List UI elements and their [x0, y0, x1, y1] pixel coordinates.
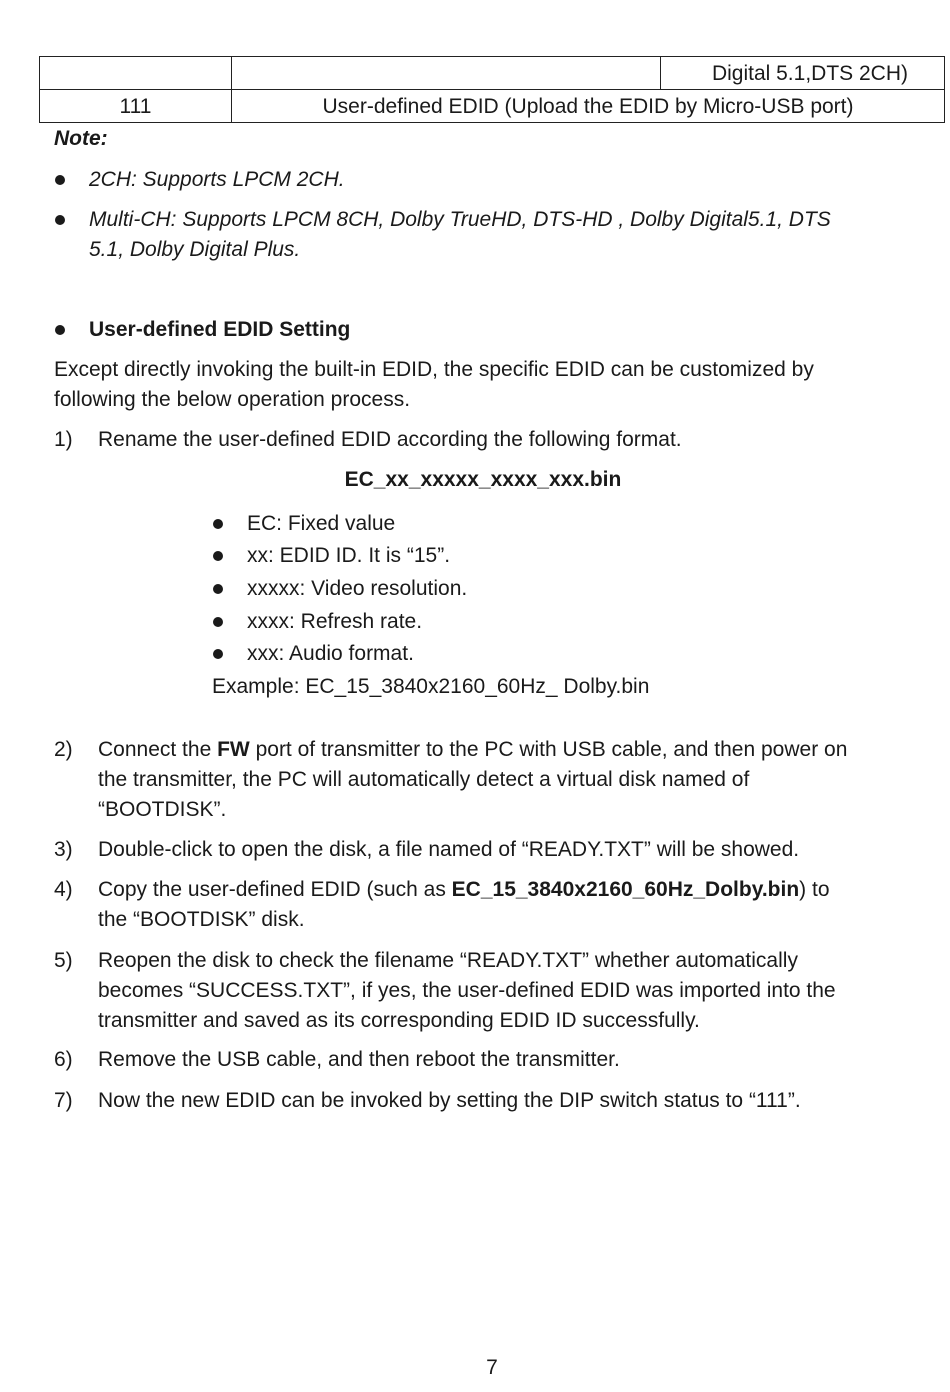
format-item: EC: Fixed value [247, 512, 396, 535]
bullet-icon [55, 175, 65, 185]
step-text-line: transmitter and saved as its corresponding EDID ID successfully. [98, 1009, 700, 1032]
note-title: Note: [54, 127, 108, 150]
bullet-icon [213, 649, 223, 659]
step-text: Rename the user-defined EDID according the following format. [98, 428, 682, 451]
step-text-line: the “BOOTDISK” disk. [98, 908, 305, 931]
format-item: xxxx: Refresh rate. [247, 610, 423, 633]
note-item: Multi-CH: Supports LPCM 8CH, Dolby TrueHD, DTS-HD , Dolby Digital5.1, DTS [89, 208, 831, 231]
note-item-continuation: 5.1, Dolby Digital Plus. [89, 238, 301, 261]
edid-code: 111 [119, 95, 152, 118]
bullet-icon [213, 551, 223, 561]
step-text: Now the new EDID can be invoked by setting the DIP switch status to “111”. [98, 1089, 801, 1112]
step-number: 2) [54, 738, 73, 761]
step-text-part: port of transmitter to the PC with USB cable, and then power on [249, 738, 848, 761]
format-item: xx: EDID ID. It is “15”. [247, 544, 451, 567]
bullet-icon [55, 325, 65, 335]
table-cell-text: Digital 5.1,DTS 2CH) [711, 62, 908, 85]
format-item: xxx: Audio format. [247, 642, 414, 665]
step-text [98, 735, 928, 765]
note-item: 2CH: Supports LPCM 2CH. [89, 168, 345, 191]
edid-filename-format: EC_xx_xxxxx_xxxx_xxx.bin [344, 468, 622, 491]
section-heading: User-defined EDID Setting [89, 318, 351, 341]
table-cell [39, 56, 232, 90]
step-number: 3) [54, 838, 73, 861]
step-text-line: “BOOTDISK”. [98, 798, 227, 821]
fw-port-label: FW [217, 738, 250, 761]
bullet-icon [213, 519, 223, 529]
edid-description: User-defined EDID (Upload the EDID by Micro-USB port) [322, 95, 854, 118]
step-text-part: Copy the user-defined EDID (such as [98, 878, 452, 901]
edid-example-filename: EC_15_3840x2160_60Hz_Dolby.bin [451, 878, 800, 901]
intro-text: following the below operation process. [54, 388, 411, 411]
bullet-icon [213, 617, 223, 627]
step-text-part: Connect the [98, 738, 218, 761]
step-text: Reopen the disk to check the filename “READY.TXT” whether automatically [98, 949, 798, 972]
step-number: 1) [54, 428, 73, 451]
example-text: Example: EC_15_3840x2160_60Hz_ Dolby.bin [212, 675, 650, 698]
table-cell [660, 56, 945, 90]
bullet-icon [55, 215, 65, 225]
step-text: Remove the USB cable, and then reboot the transmitter. [98, 1048, 620, 1071]
table-cell [39, 89, 232, 123]
table-cell [231, 56, 661, 90]
bullet-icon [213, 584, 223, 594]
step-number: 7) [54, 1089, 73, 1112]
step-number: 4) [54, 878, 73, 901]
step-text-part: ) to [799, 878, 830, 901]
step-text [98, 875, 918, 905]
page-number: 7 [486, 1356, 498, 1379]
step-text-line: becomes “SUCCESS.TXT”, if yes, the user-defined EDID was imported into the [98, 979, 836, 1002]
table-cell [231, 89, 945, 123]
format-item: xxxxx: Video resolution. [247, 577, 468, 600]
step-text-line: the transmitter, the PC will automatically detect a virtual disk named of [98, 768, 750, 791]
step-text: Double-click to open the disk, a file named of “READY.TXT” will be showed. [98, 838, 800, 861]
step-number: 5) [54, 949, 73, 972]
step-number: 6) [54, 1048, 73, 1071]
intro-text: Except directly invoking the built-in EDID, the specific EDID can be customized by [54, 358, 814, 381]
